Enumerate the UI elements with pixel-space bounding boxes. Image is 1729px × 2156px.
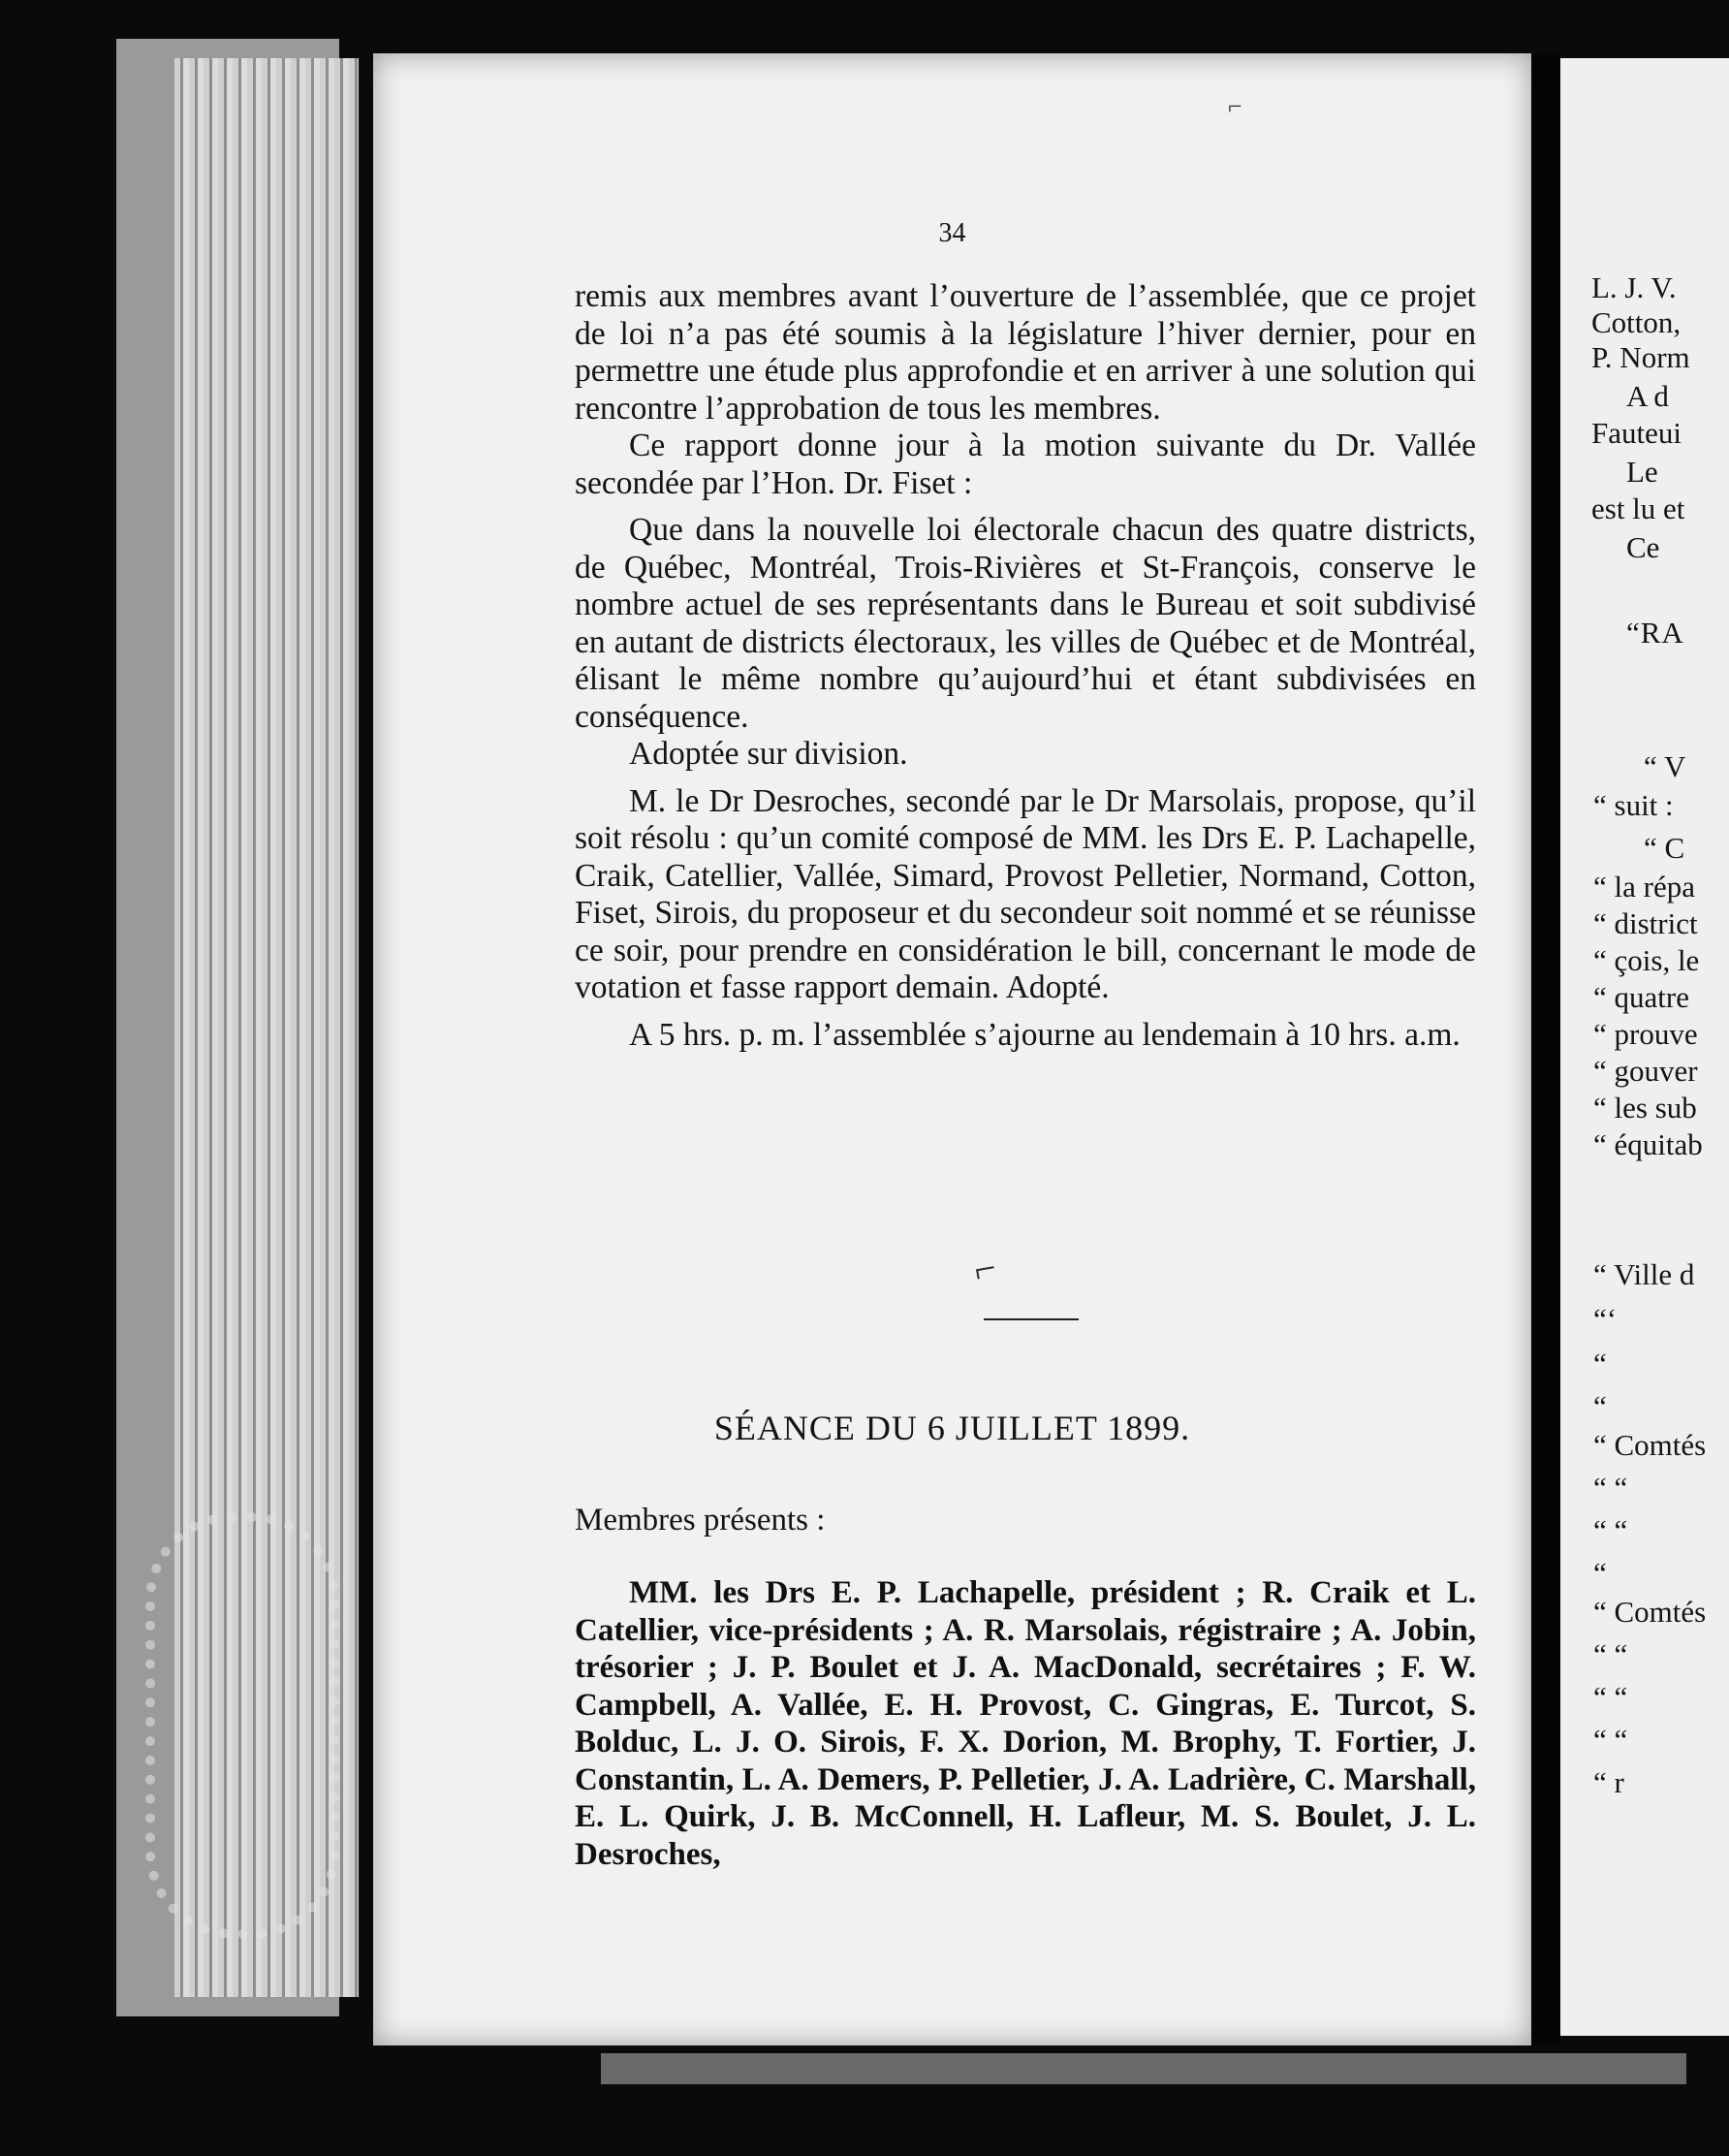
right-line: “ “ (1593, 1471, 1628, 1505)
book-gutter (1531, 53, 1560, 2045)
members-list: MM. les Drs E. P. Lachapelle, président ; R. Craik et L. Catellier, vice-présidents ; A. R. Marsolais, régistraire ; A. Jobin, trésorier ; J. P. Boulet et J. A. MacDonald, secrétaires ; F. W. Campbell, A. Vallée, E. H. Provost, C. Gingras, E. Turcot, S. Bolduc, L. J. O. Sirois, F. X. Dorion, M. Brophy, T. Fortier, J. Constantin, L. A. Demers, P. Pelletier, J. A. Ladrière, C. Marshall, E. L. Quirk, J. B. McConnell, H. Lafleur, M. S. Boulet, J. L. Desroches, (575, 1575, 1476, 1872)
right-line: “ suit : (1593, 788, 1674, 822)
right-line: “RA (1626, 616, 1684, 650)
right-line: L. J. V. (1591, 270, 1677, 304)
section-divider (984, 1318, 1079, 1320)
embossed-seal (145, 1512, 339, 1939)
body-text (575, 278, 1476, 1054)
right-line: “ (1593, 1389, 1607, 1423)
right-line: “ les sub (1593, 1091, 1697, 1125)
right-line: “ district (1593, 906, 1698, 940)
right-line: “‘ (1593, 1302, 1618, 1336)
right-line: Cotton, (1591, 305, 1682, 339)
paragraph-motion: Que dans la nouvelle loi électorale chacun des quatre districts, de Québec, Montréal, Trois-Rivières et St-François, conserve le nombre actuel de ses représentants dans le Bureau et soit subdivisé en autant de districts électoraux, les villes de Québec et de Montréal, élisant le même nombre qu’aujourd’hui et étant subdivisées en conséquence. (575, 512, 1476, 735)
right-line: “ gouver (1593, 1054, 1698, 1088)
paragraph-adopted: Adoptée sur division. (629, 736, 908, 772)
right-page-fragment (1560, 58, 1729, 2036)
right-line: “ Comtés (1593, 1595, 1707, 1629)
right-line: “ (1593, 1556, 1607, 1590)
pencil-mark: ⌐ (1228, 92, 1242, 120)
paragraph-continuation: remis aux membres avant l’ouverture de l’assemblée, que ce projet de loi n’a pas été soumis à la législature l’hiver dernier, pour en permettre une étude plus approfondie et en arriver à une solution qui rencontre l’approbation de tous les membres. (575, 278, 1476, 427)
right-line: “ Comtés (1593, 1428, 1707, 1462)
right-line: “ C (1644, 831, 1685, 865)
right-line: Fauteui (1591, 416, 1682, 450)
right-line: “ la répa (1593, 870, 1695, 904)
page-number: 34 (938, 218, 966, 248)
members-label: Membres présents : (575, 1503, 826, 1538)
right-line: “ V (1644, 749, 1686, 783)
right-line: A d (1626, 379, 1669, 413)
pencil-scribble: ⌐ (970, 1245, 1000, 1292)
right-line: “ équitab (1593, 1127, 1703, 1161)
right-line: “ “ (1593, 1637, 1628, 1671)
right-line: “ Ville d (1593, 1257, 1695, 1291)
paragraph-committee: M. le Dr Desroches, secondé par le Dr Marsolais, propose, qu’il soit résolu : qu’un comité composé de MM. les Drs E. P. Lachapelle, Craik, Catellier, Vallée, Simard, Provost Pelletier, Normand, Cotton, Fiset, Sirois, du proposeur et du secondeur soit nommé et se réunisse ce soir, pour prendre en considération le bill, concernant le mode de votation et fasse rapport demain. Adopté. (575, 782, 1476, 1005)
right-line: “ “ (1593, 1723, 1628, 1757)
right-line: “ “ (1593, 1680, 1628, 1714)
right-line: “ (1593, 1347, 1607, 1380)
right-line: Le (1626, 455, 1658, 489)
paragraph-motion-intro: Ce rapport donne jour à la motion suivante du Dr. Vallée secondée par l’Hon. Dr. Fiset : (575, 428, 1476, 501)
right-line: “ çois, le (1593, 943, 1700, 977)
book-bottom-edge (601, 2053, 1686, 2084)
left-page (373, 53, 1531, 2045)
session-heading: SÉANCE DU 6 JUILLET 1899. (713, 1409, 1191, 1447)
right-line: “ r (1593, 1765, 1624, 1799)
paragraph-adjournment: A 5 hrs. p. m. l’assemblée s’ajourne au lendemain à 10 hrs. a.m. (629, 1016, 1461, 1053)
right-line: “ prouve (1593, 1017, 1698, 1051)
right-line: “ “ (1593, 1513, 1628, 1547)
right-line: est lu et (1591, 491, 1685, 525)
right-line: “ quatre (1593, 980, 1689, 1014)
right-line: P. Norm (1591, 340, 1690, 374)
right-line: Ce (1626, 530, 1660, 564)
